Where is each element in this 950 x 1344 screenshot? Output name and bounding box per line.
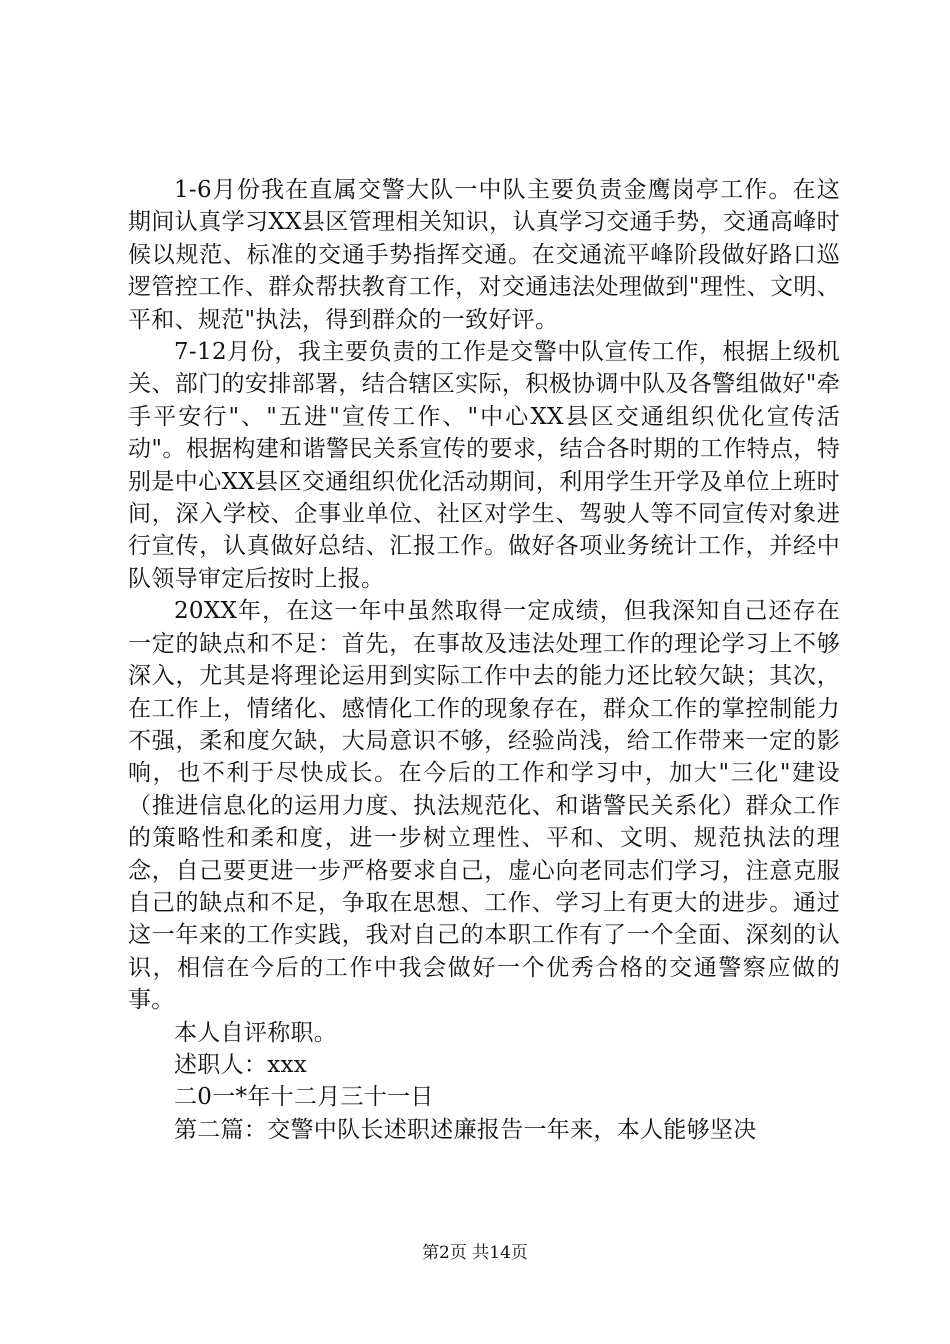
- paragraph-shortcomings: 20XX年，在这一年中虽然取得一定成绩，但我深知自己还存在一定的缺点和不足：首先，在事故及违法处理工作的理论学习上不够深入，尤其是将理论运用到实际工作中去的能力还比较欠缺；其次，在工作上，情绪化、感情化工作的现象存在，群众工作的掌控制能力不强，柔和度欠缺，大局意识不够，经验尚浅，给工作带来一定的影响，也不利于尽快成长。在今后的工作和学习中，加大"三化"建设（推进信息化的运用力度、执法规范化、和谐警民关系化）群众工作的策略性和柔和度，进一步树立理性、平和、文明、规范执法的理念，自己要更进一步严格要求自己，虚心向老同志们学习，注意克服自己的缺点和不足，争取在思想、工作、学习上有更大的进步。通过这一年来的工作实践，我对自己的本职工作有了一个全面、深刻的认识，相信在今后的工作中我会做好一个优秀合格的交通警察应做的事。: [128, 598, 840, 1014]
- paragraph-reporter: 述职人：xxx: [174, 1051, 308, 1078]
- document-body: [128, 174, 840, 1146]
- paragraph-second-article: 第二篇：交警中队长述职述廉报告一年来，本人能够坚决: [174, 1116, 757, 1143]
- paragraph-date: 二0一*年十二月三十一日: [174, 1084, 434, 1111]
- page-number-footer: 第2页 共14页: [422, 1243, 528, 1263]
- paragraph-second-half-year: 7-12月份，我主要负责的工作是交警中队宣传工作，根据上级机关、部门的安排部署，结合辖区实际，积极协调中队及各警组做好"牵手平安行"、"五进"宣传工作、"中心XX县区交通组织优化宣传活动"。根据构建和谐警民关系宣传的要求，结合各时期的工作特点，特别是中心XX县区交通组织优化活动期间，利用学生开学及单位上班时间，深入学校、企事业单位、社区对学生、驾驶人等不同宣传对象进行宣传，认真做好总结、汇报工作。做好各项业务统计工作，并经中队领导审定后按时上报。: [128, 339, 840, 592]
- paragraph-self-evaluation: 本人自评称职。: [174, 1019, 338, 1046]
- paragraph-first-half-year: 1-6月份我在直属交警大队一中队主要负责金鹰岗亭工作。在这期间认真学习XX县区管理相关知识，认真学习交通手势，交通高峰时候以规范、标准的交通手势指挥交通。在交通流平峰阶段做好路口巡逻管控工作、群众帮扶教育工作，对交通违法处理做到"理性、文明、平和、规范"执法，得到群众的一致好评。: [128, 177, 840, 333]
